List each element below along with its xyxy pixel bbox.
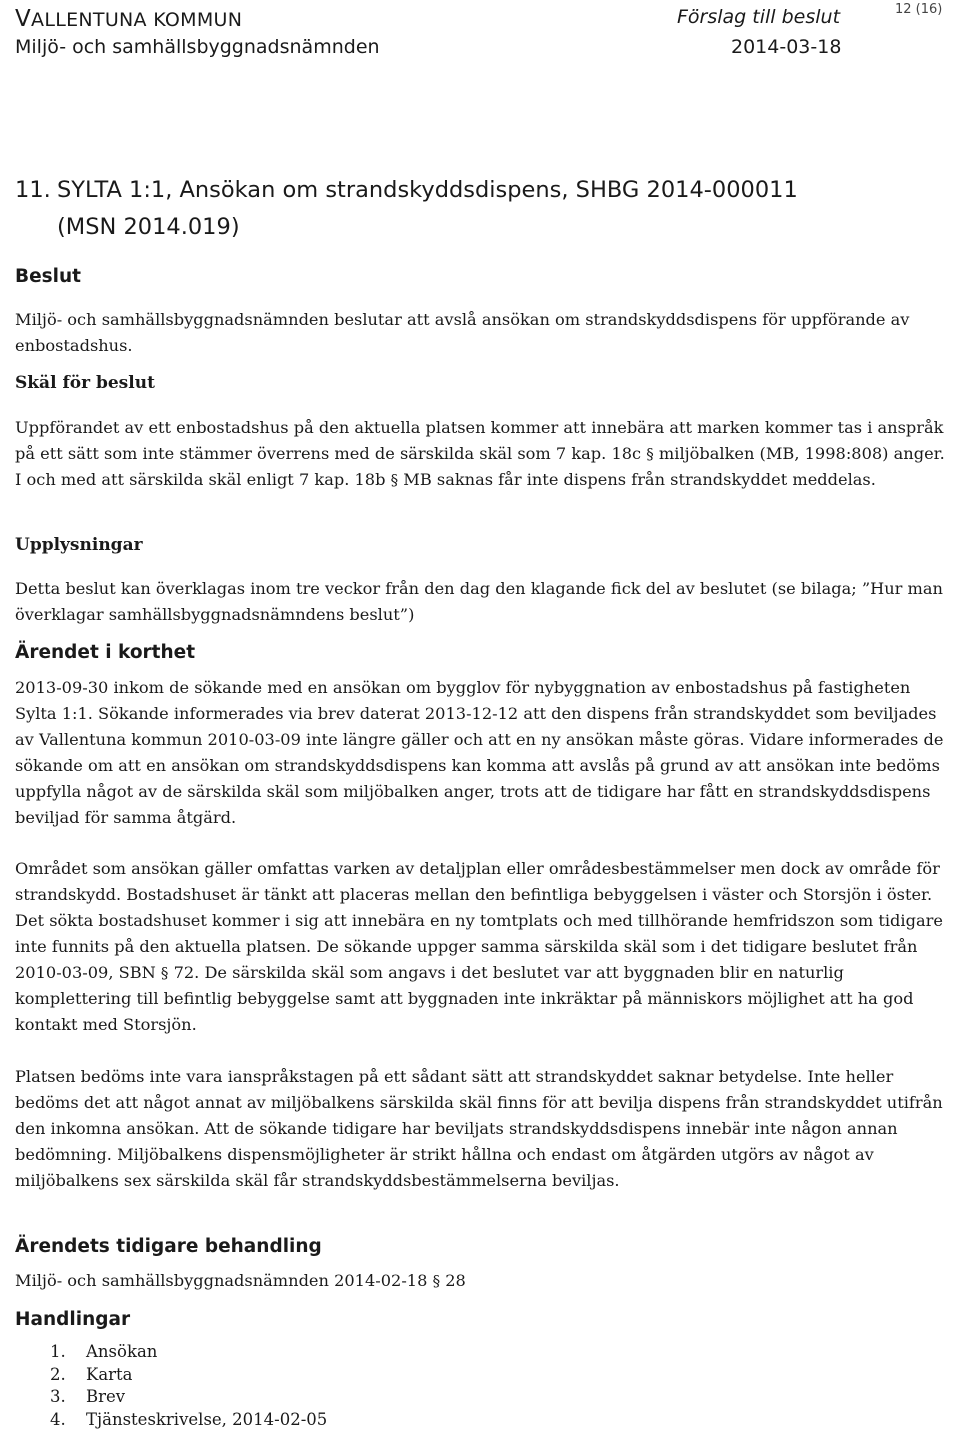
handlingar-list [50,1341,327,1431]
item-title-line-1: SYLTA 1:1, Ansökan om strandskyddsdispens, SHBG 2014-000011 [57,177,798,203]
list-item: 3. Brev [50,1387,126,1406]
section-sign: § [432,1272,441,1290]
page-number: 12 (16) [895,2,943,17]
korthet-paragraph-2: Området som ansökan gäller omfattas varken av detaljplan eller områdesbestämmelser men dock av område för strandskydd. Bostadshuset är tänkt att placeras mellan den befintliga bebyggelsen i väster och Storsjön i öster. Det sökta bostadshuset kommer i sig att innebära en ny tomtplats och med tillhörande hemfridszon som tidigare inte funnits på den aktuella platsen. De sökande uppger samma särskilda skäl som i det tidigare beslutet från 2010-03-09, SBN § 72. De särskilda skäl som angavs i det beslutet var att byggnaden blir en naturlig komplettering till befintlig bebyggelse samt att byggnaden inte inkräktar på människors möjlighet att ha god kontakt med Storsjön. [15,859,943,1034]
page-header [15,2,950,62]
heading-upplysningar: Upplysningar [15,535,143,555]
item-title-line-2: (MSN 2014.019) [57,214,240,240]
document-status: Förslag till beslut [677,6,841,28]
list-item: 2. Karta [50,1364,133,1384]
korthet-paragraph-1: 2013-09-30 inkom de sökande med en ansökan om bygglov för nybyggnation av enbostadshus på fastigheten Sylta 1:1. Sökande informerades via brev daterat 2013-12-12 att den dispens från strandskyddet som beviljades av Vallentuna kommun 2010-03-09 inte längre gäller och att en ny ansökan måste göras. Vidare informerades de sökande om att en ansökan om strandskyddsdispens kan komma att avslås på grund av att ansökan inte bedöms uppfylla något av de särskilda skäl som miljöbalken anger, trots att de tidigare har fått en strandskyddsdispens beviljad för samma åtgärd. [15,678,944,827]
skal-text: Uppförandet av ett enbostadshus på den aktuella platsen kommer att innebära att marken kommer tas i anspråk på ett sätt som inte stämmer överrens med de särskilda skäl som 7 kap. 18c § miljöbalken (MB, 1998:808) anger. I och med att särskilda skäl enligt 7 kap. 18b § MB saknas får inte dispens från strandskyddet meddelas. [15,418,945,489]
heading-arendet-i-korthet: Ärendet i korthet [15,642,196,663]
list-item: 1. Ansökan [50,1342,158,1361]
section-sign: § [390,471,399,489]
section-sign: § [160,964,169,982]
department-name: Miljö- och samhällsbyggnadsnämnden [15,36,380,58]
korthet-paragraph-3: Platsen bedöms inte vara ianspråkstagen på ett sådant sätt att strandskyddet saknar betydelse. Inte heller bedöms det att något annat av miljöbalkens särskilda skäl finns för att bevilja dispens från strandskyddet utifrån den inkomna ansökan. Att de sökande tidigare har beviljats strandskyddsdispens innebär inte någon annan bedömning. Miljöbalkens dispensmöjligheter är strikt hållna och endast om åtgärden utgörs av något av miljöbalkens sex särskilda skäl får strandskyddsbestämmelserna beviljas. [15,1067,943,1190]
item-title [15,172,915,246]
document-date: 2014-03-18 [731,36,842,58]
list-item: 4. Tjänsteskrivelse, 2014-02-05 [50,1409,328,1429]
heading-tidigare-behandling: Ärendets tidigare behandling [15,1236,322,1257]
organization-name: VALLENTUNA KOMMUN [15,6,243,32]
heading-handlingar: Handlingar [15,1309,131,1330]
section-sign: § [646,445,654,463]
upplysningar-text: Detta beslut kan överklagas inom tre veckor från den dag den klagande fick del av beslutet (se bilaga; ”Hur man överklagar samhällsbyggnadsnämndens beslut”) [15,579,943,624]
beslut-text: Miljö- och samhällsbyggnadsnämnden beslutar att avslå ansökan om strandskyddsdispens för uppförande av enbostadshus. [15,310,910,355]
heading-skal-for-beslut: Skäl för beslut [15,373,155,393]
item-number: 11. [15,177,51,203]
tidigare-text: Miljö- och samhällsbyggnadsnämnden 2014-02-18 § 28 [15,1271,466,1290]
heading-beslut: Beslut [15,266,82,287]
